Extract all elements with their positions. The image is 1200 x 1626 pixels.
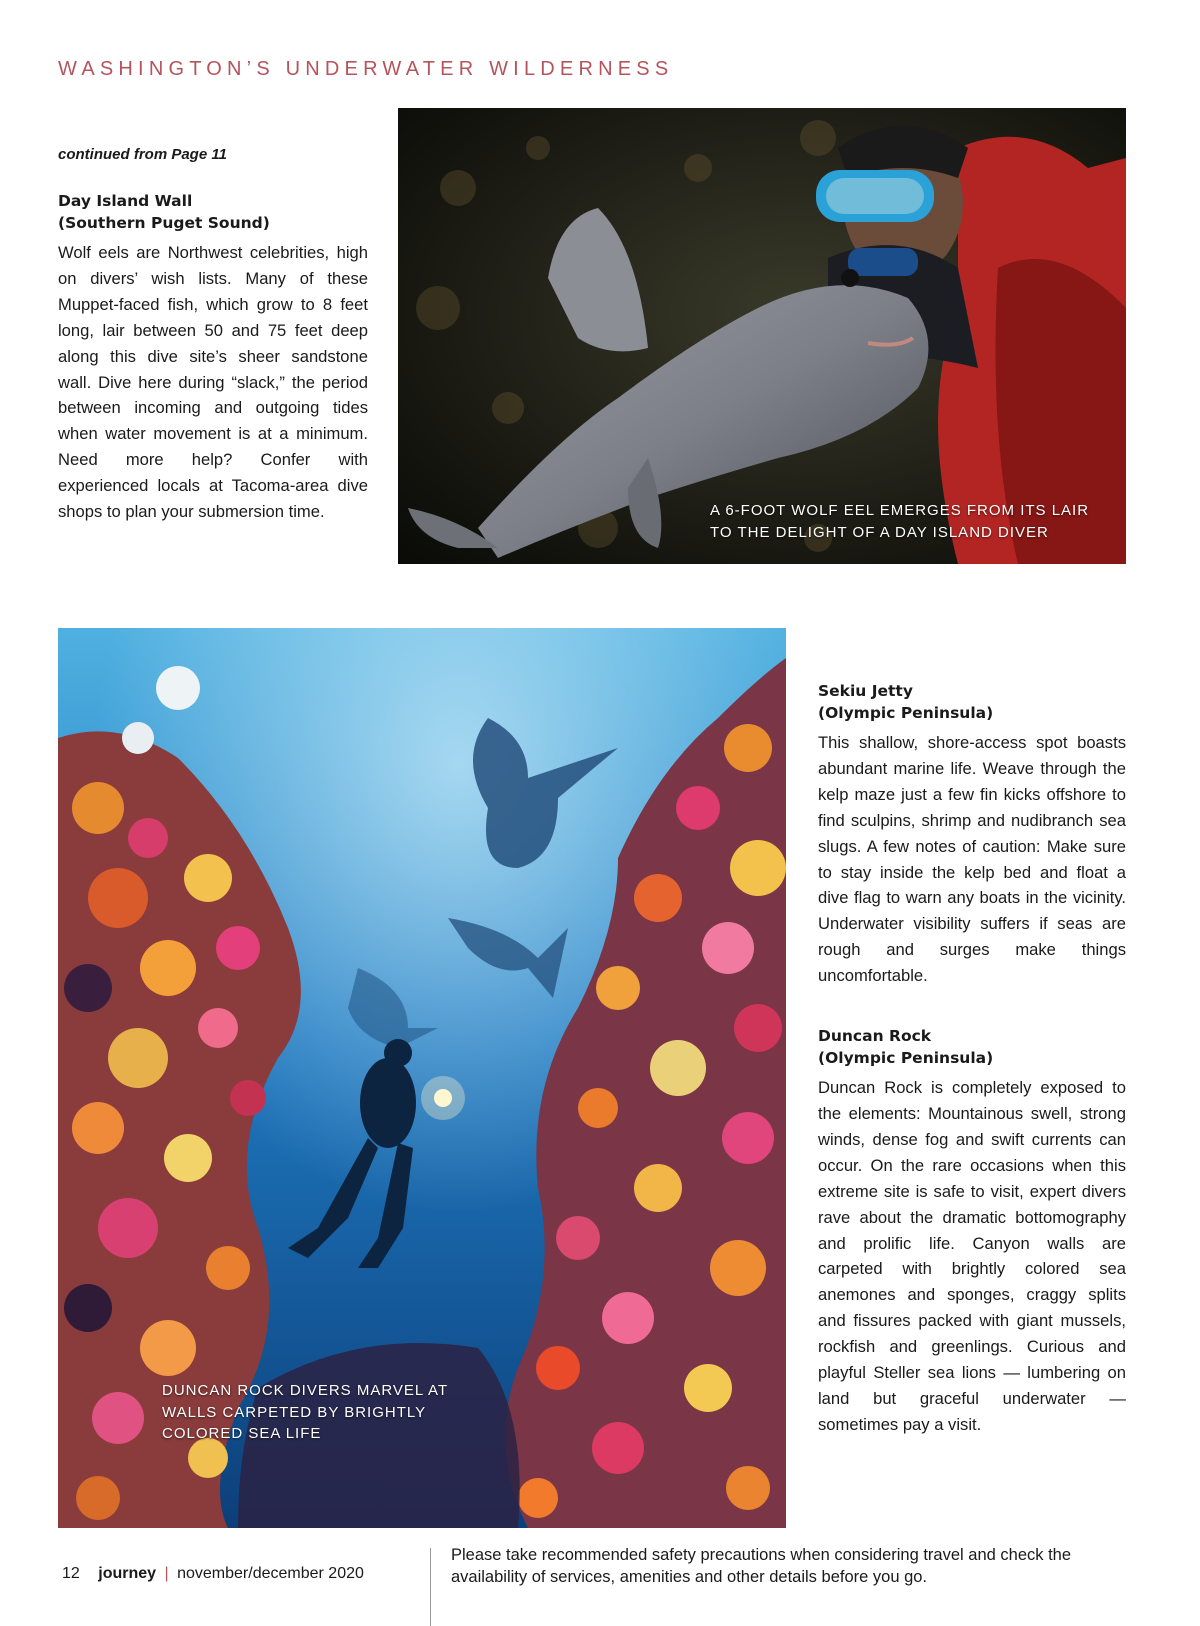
page-footer (62, 1565, 364, 1583)
article-body: Duncan Rock is completely exposed to the elements: Mountainous swell, strong winds, dense fog and swift currents can occur. On the rare occasions when this extreme site is safe to visit, expert divers rave about the dramatic bottomography and prolific life. Canyon walls are carpeted with brightly colored sea anemones and sponges, craggy splits and fissures packed with giant mussels, rockfish and greenlings. Curious and playful Steller sea lions — lumbering on land but graceful underwater — sometimes pay a visit. (818, 1078, 1126, 1434)
article-body: Wolf eels are Northwest celebrities, high on divers’ wish lists. Many of these Muppet-faced fish, which grow to 8 feet long, lair between 50 and 75 feet deep along this dive site’s sheer sandstone wall. Dive here during “slack,” the period between incoming and outgoing tides when water movement is at a minimum. Need more help? Confer with experienced locals at Tacoma-area dive shops to plan your submersion time. (58, 243, 368, 522)
caption-line: TO THE DELIGHT OF A DAY ISLAND DIVER (710, 523, 1049, 541)
article-title (818, 680, 1126, 724)
article-title-name: Day Island Wall (58, 192, 193, 210)
page-number: 12 (62, 1565, 80, 1582)
issue-date: november/december 2020 (177, 1565, 364, 1582)
article-title-name: Sekiu Jetty (818, 682, 913, 700)
continued-note: continued from Page 11 (58, 146, 227, 163)
article-duncan-rock (818, 1025, 1126, 1438)
article-title-region: (Southern Puget Sound) (58, 214, 270, 232)
article-body: This shallow, shore-access spot boasts abundant marine life. Weave through the kelp maze just a few fin kicks offshore to find sculpins, shrimp and nudibranch sea slugs. A few notes of caution: Make sure to stay inside the kelp bed and float a dive flag to warn any boats in the vicinity. Underwater visibility suffers if seas are rough and surges make things uncomfortable. (818, 733, 1126, 986)
footer-divider (430, 1548, 431, 1626)
article-day-island-wall (58, 190, 368, 525)
wolf-eel-caption (710, 500, 1110, 543)
right-column (818, 680, 1126, 1438)
article-title (818, 1025, 1126, 1069)
article-title (58, 190, 368, 234)
section-title: WASHINGTON’S UNDERWATER WILDERNESS (58, 58, 674, 80)
article-title-region: (Olympic Peninsula) (818, 704, 994, 722)
safety-note: Please take recommended safety precautions when considering travel and check the availability of services, amenities and other details before you go. (451, 1546, 1072, 1586)
footer-separator: | (164, 1565, 169, 1582)
duncan-rock-caption (162, 1380, 482, 1445)
brand-name: journey (98, 1565, 157, 1582)
caption-line: COLORED SEA LIFE (162, 1425, 322, 1442)
wolf-eel-photo (398, 108, 1126, 564)
duncan-rock-photo (58, 628, 786, 1528)
article-title-name: Duncan Rock (818, 1027, 932, 1046)
article-sekiu-jetty (818, 680, 1126, 989)
caption-line: WALLS CARPETED BY BRIGHTLY (162, 1403, 427, 1421)
caption-line: A 6-FOOT WOLF EEL EMERGES FROM ITS LAIR (710, 502, 1090, 519)
article-title-region: (Olympic Peninsula) (818, 1049, 994, 1068)
caption-line: DUNCAN ROCK DIVERS MARVEL AT (162, 1382, 449, 1399)
